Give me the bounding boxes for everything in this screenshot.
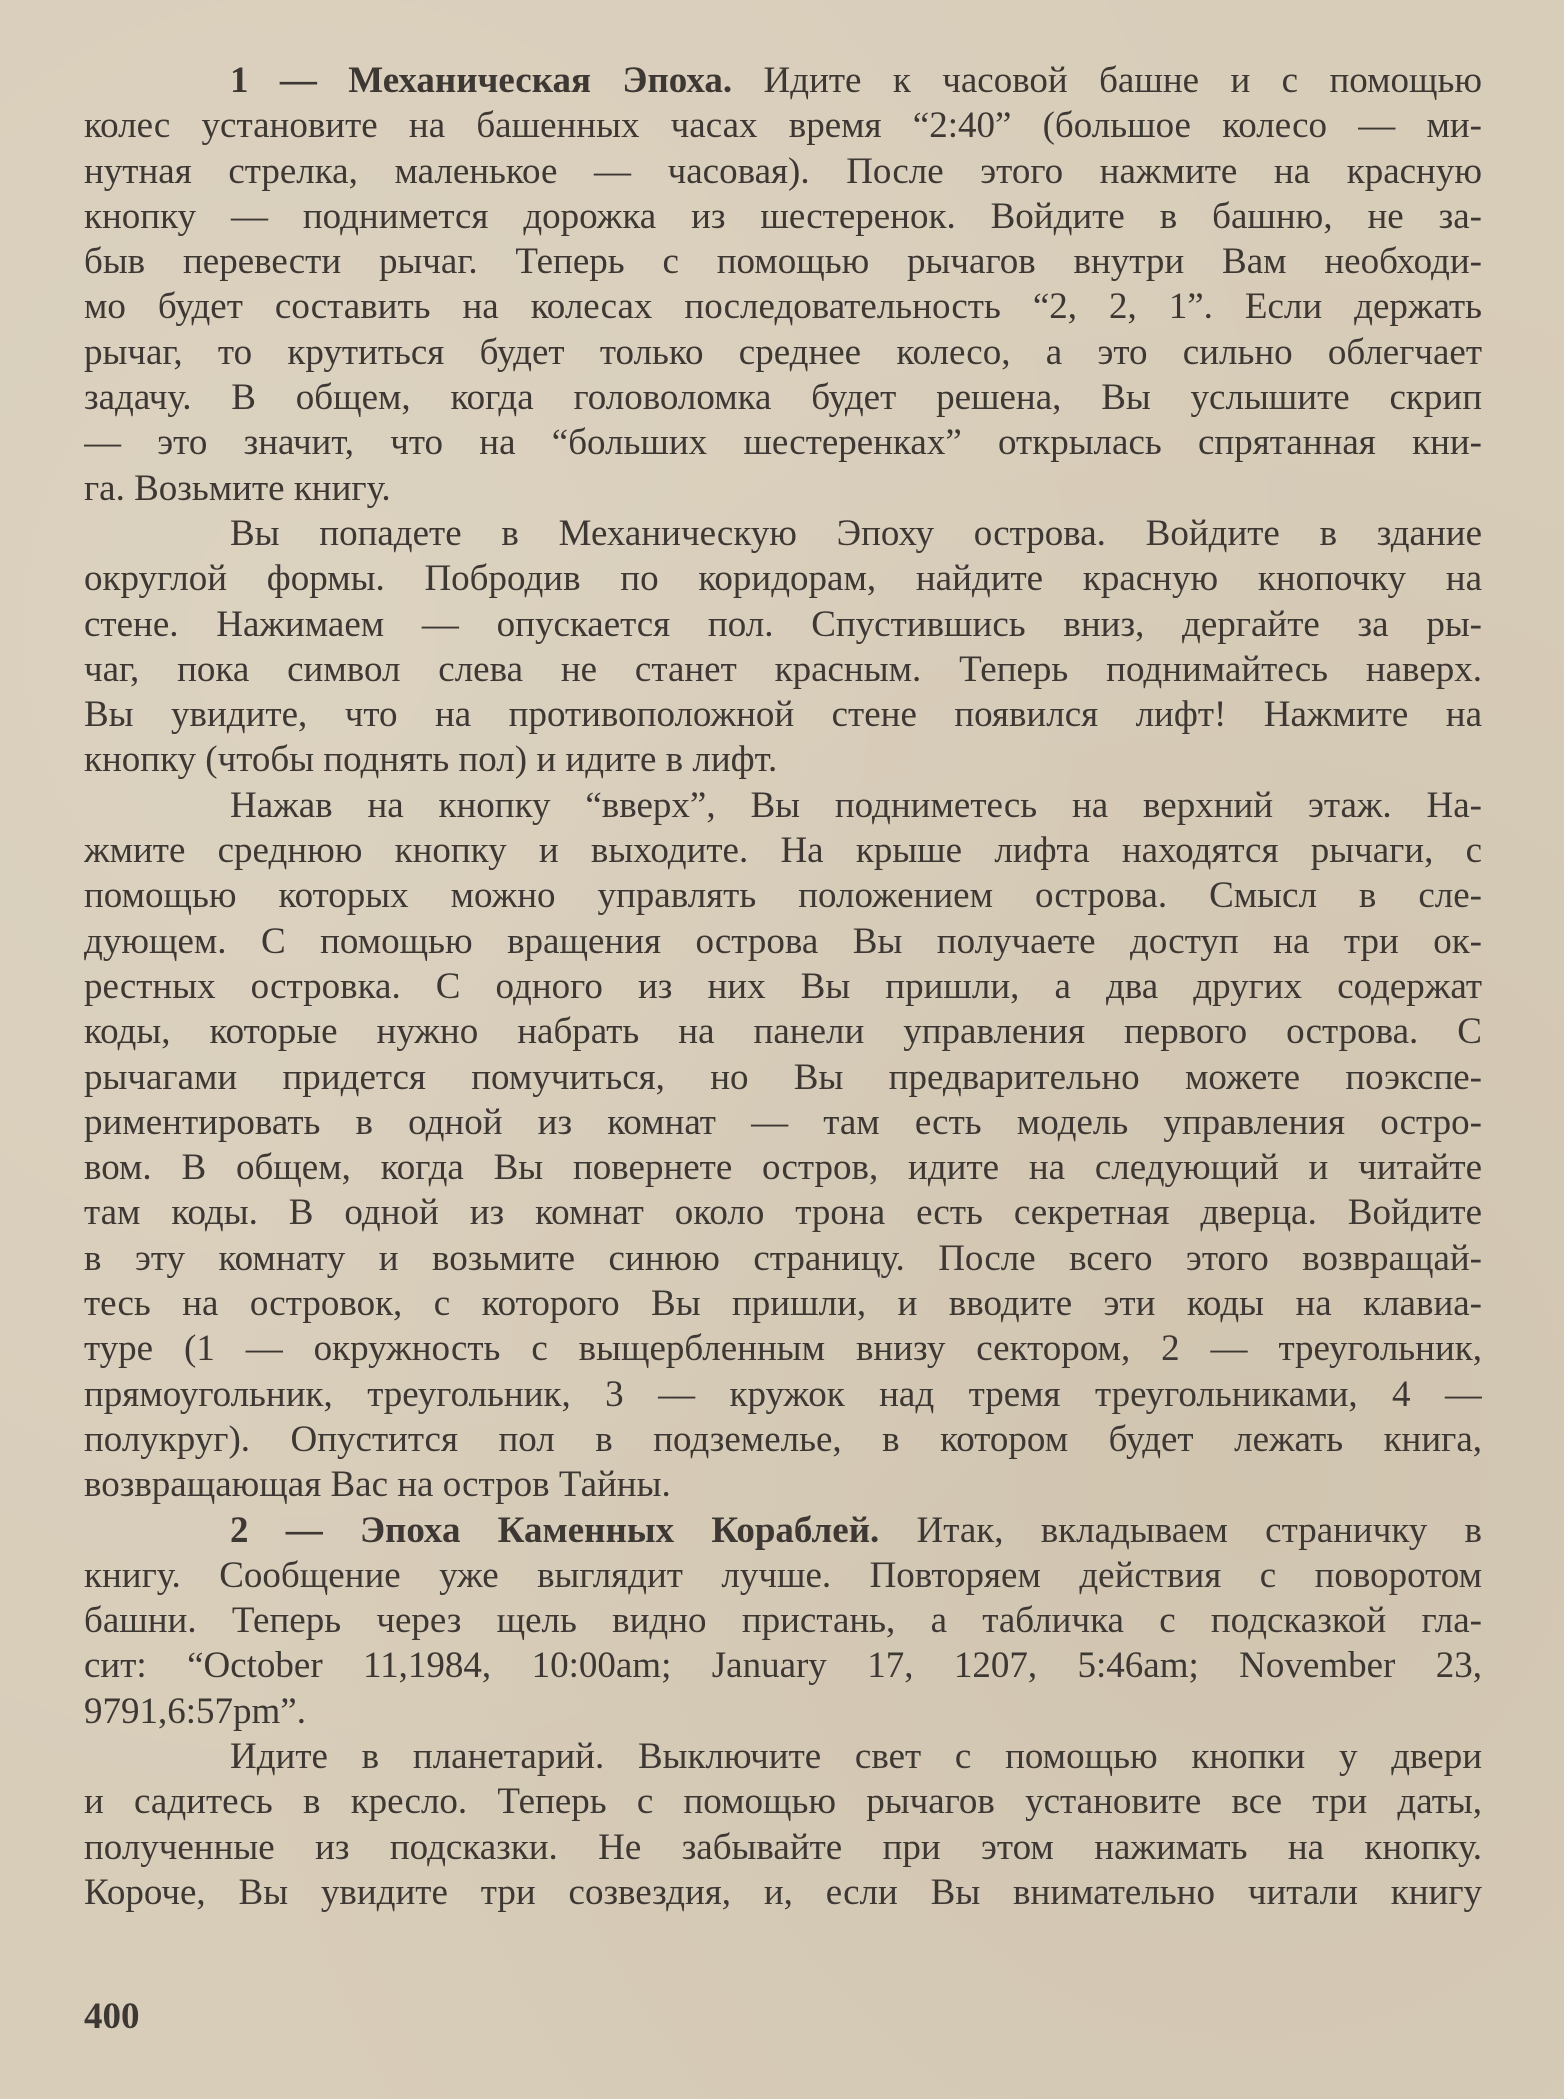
line-text: коды, которые нужно набрать на панели управления первого острова. С bbox=[84, 1011, 1482, 1053]
line-text: мо будет составить на колесах последовательность “2, 2, 1”. Если держать bbox=[84, 286, 1482, 328]
text-line bbox=[84, 919, 1482, 964]
text-line bbox=[84, 1462, 1482, 1507]
text-line bbox=[84, 1190, 1482, 1235]
line-text: в эту комнату и возьмите синюю страницу. После всего этого возвращай- bbox=[84, 1237, 1482, 1279]
text-line bbox=[84, 647, 1482, 692]
paragraph-stone-ships-age bbox=[84, 1508, 1482, 1734]
line-text: полученные из подсказки. Не забывайте при этом нажимать на кнопку. bbox=[84, 1826, 1482, 1868]
text-line bbox=[84, 1508, 1482, 1553]
text-line bbox=[84, 1779, 1482, 1824]
line-text: возвращающая Вас на остров Тайны. bbox=[84, 1464, 671, 1506]
text-line bbox=[84, 783, 1482, 828]
line-text: жмите среднюю кнопку и выходите. На крыше лифта находятся рычаги, с bbox=[84, 830, 1482, 872]
line-text: Короче, Вы увидите три созвездия, и, если Вы внимательно читали книгу bbox=[84, 1871, 1482, 1913]
text-line bbox=[84, 1326, 1482, 1371]
text-line bbox=[84, 239, 1482, 284]
line-text: помощью которых можно управлять положением острова. Смысл в сле- bbox=[84, 875, 1482, 917]
text-line bbox=[84, 1145, 1482, 1190]
line-text: — это значит, что на “больших шестеренках” открылась спрятанная кни- bbox=[84, 422, 1482, 464]
line-text: стене. Нажимаем — опускается пол. Спустившись вниз, дергайте за ры- bbox=[84, 603, 1482, 645]
line-text: Итак, вкладываем страничку в bbox=[879, 1509, 1482, 1551]
line-text: туре (1 — окружность с выщербленным внизу сектором, 2 — треугольник, bbox=[84, 1328, 1482, 1370]
paragraph-mechanical-age bbox=[84, 58, 1482, 511]
text-line bbox=[84, 828, 1482, 873]
text-line bbox=[84, 103, 1482, 148]
line-text: Нажав на кнопку “вверх”, Вы подниметесь на верхний этаж. На- bbox=[230, 784, 1482, 826]
text-line bbox=[84, 1236, 1482, 1281]
text-line bbox=[84, 1598, 1482, 1643]
line-text: колес установите на башенных часах время “2:40” (большое колесо — ми- bbox=[84, 105, 1482, 147]
line-text: Вы попадете в Механическую Эпоху острова. Войдите в здание bbox=[230, 512, 1482, 554]
line-text: прямоугольник, треугольник, 3 — кружок над тремя треугольниками, 4 — bbox=[84, 1373, 1482, 1415]
text-line bbox=[84, 1553, 1482, 1598]
section-heading: 2 — Эпоха Каменных Кораблей. bbox=[230, 1509, 880, 1551]
line-text: полукруг). Опустится пол в подземелье, в котором будет лежать книга, bbox=[84, 1418, 1482, 1460]
line-text: округлой формы. Побродив по коридорам, найдите красную кнопочку на bbox=[84, 558, 1482, 600]
text-line bbox=[84, 1281, 1482, 1326]
paragraph-elevator bbox=[84, 783, 1482, 1508]
text-line bbox=[84, 602, 1482, 647]
line-text: рычагами придется помучиться, но Вы предварительно можете поэкспе- bbox=[84, 1056, 1482, 1098]
line-text: дующем. С помощью вращения острова Вы получаете доступ на три ок- bbox=[84, 920, 1482, 962]
text-line bbox=[84, 511, 1482, 556]
line-text: задачу. В общем, когда головоломка будет решена, Вы услышите скрип bbox=[84, 377, 1482, 419]
text-line bbox=[84, 375, 1482, 420]
line-text: тесь на островок, с которого Вы пришли, и вводите эти коды на клавиа- bbox=[84, 1283, 1482, 1325]
line-text: Идите к часовой башне и с помощью bbox=[732, 60, 1482, 101]
line-text: Вы увидите, что на противоположной стене появился лифт! Нажмите на bbox=[84, 694, 1482, 736]
text-line bbox=[84, 1643, 1482, 1688]
line-text: рычаг, то крутиться будет только среднее колесо, а это сильно облегчает bbox=[84, 331, 1482, 373]
text-line bbox=[84, 466, 1482, 511]
line-text: риментировать в одной из комнат — там есть модель управления остро- bbox=[84, 1101, 1482, 1143]
text-line bbox=[84, 194, 1482, 239]
text-line bbox=[84, 284, 1482, 329]
text-line bbox=[84, 1689, 1482, 1734]
text-line bbox=[84, 1417, 1482, 1462]
text-line bbox=[84, 1870, 1482, 1915]
text-line bbox=[84, 330, 1482, 375]
line-text: быв перевести рычаг. Теперь с помощью рычагов внутри Вам необходи- bbox=[84, 241, 1482, 283]
line-text: Идите в планетарий. Выключите свет с помощью кнопки у двери bbox=[230, 1735, 1482, 1777]
line-text: кнопку (чтобы поднять пол) и идите в лифт. bbox=[84, 739, 778, 781]
text-line bbox=[84, 692, 1482, 737]
text-line bbox=[84, 420, 1482, 465]
line-text: нутная стрелка, маленькое — часовая). После этого нажмите на красную bbox=[84, 150, 1482, 192]
text-line bbox=[84, 1009, 1482, 1054]
page-body bbox=[84, 58, 1482, 1915]
line-text: башни. Теперь через щель видно пристань, а табличка с подсказкой гла- bbox=[84, 1600, 1482, 1642]
page-number: 400 bbox=[84, 1996, 140, 2037]
text-line bbox=[84, 1734, 1482, 1779]
text-line bbox=[84, 1055, 1482, 1100]
text-line bbox=[84, 556, 1482, 601]
line-text: сит: “October 11,1984, 10:00am; January 17, 1207, 5:46am; November 23, bbox=[84, 1645, 1482, 1687]
line-text: там коды. В одной из комнат около трона есть секретная дверца. Войдите bbox=[84, 1192, 1482, 1234]
text-line bbox=[84, 1825, 1482, 1870]
text-line bbox=[84, 737, 1482, 782]
paragraph-planetarium bbox=[84, 1734, 1482, 1915]
line-text: вом. В общем, когда Вы повернете остров, идите на следующий и читайте bbox=[84, 1147, 1482, 1189]
paragraph-round-building bbox=[84, 511, 1482, 783]
text-line bbox=[84, 1100, 1482, 1145]
text-line bbox=[84, 1372, 1482, 1417]
text-line bbox=[84, 964, 1482, 1009]
text-line bbox=[84, 58, 1482, 103]
section-heading: 1 — Механическая Эпоха. bbox=[230, 60, 733, 101]
text-line bbox=[84, 149, 1482, 194]
line-text: кнопку — поднимется дорожка из шестеренок. Войдите в башню, не за- bbox=[84, 195, 1482, 237]
text-line bbox=[84, 873, 1482, 918]
line-text: и садитесь в кресло. Теперь с помощью рычагов установите все три даты, bbox=[84, 1781, 1482, 1823]
line-text: рестных островка. С одного из них Вы пришли, а два других содержат bbox=[84, 965, 1482, 1007]
line-text: 9791,6:57pm”. bbox=[84, 1690, 306, 1732]
line-text: чаг, пока символ слева не станет красным. Теперь поднимайтесь наверх. bbox=[84, 648, 1482, 690]
line-text: га. Возьмите книгу. bbox=[84, 467, 391, 509]
line-text: книгу. Сообщение уже выглядит лучше. Повторяем действия с поворотом bbox=[84, 1554, 1482, 1596]
